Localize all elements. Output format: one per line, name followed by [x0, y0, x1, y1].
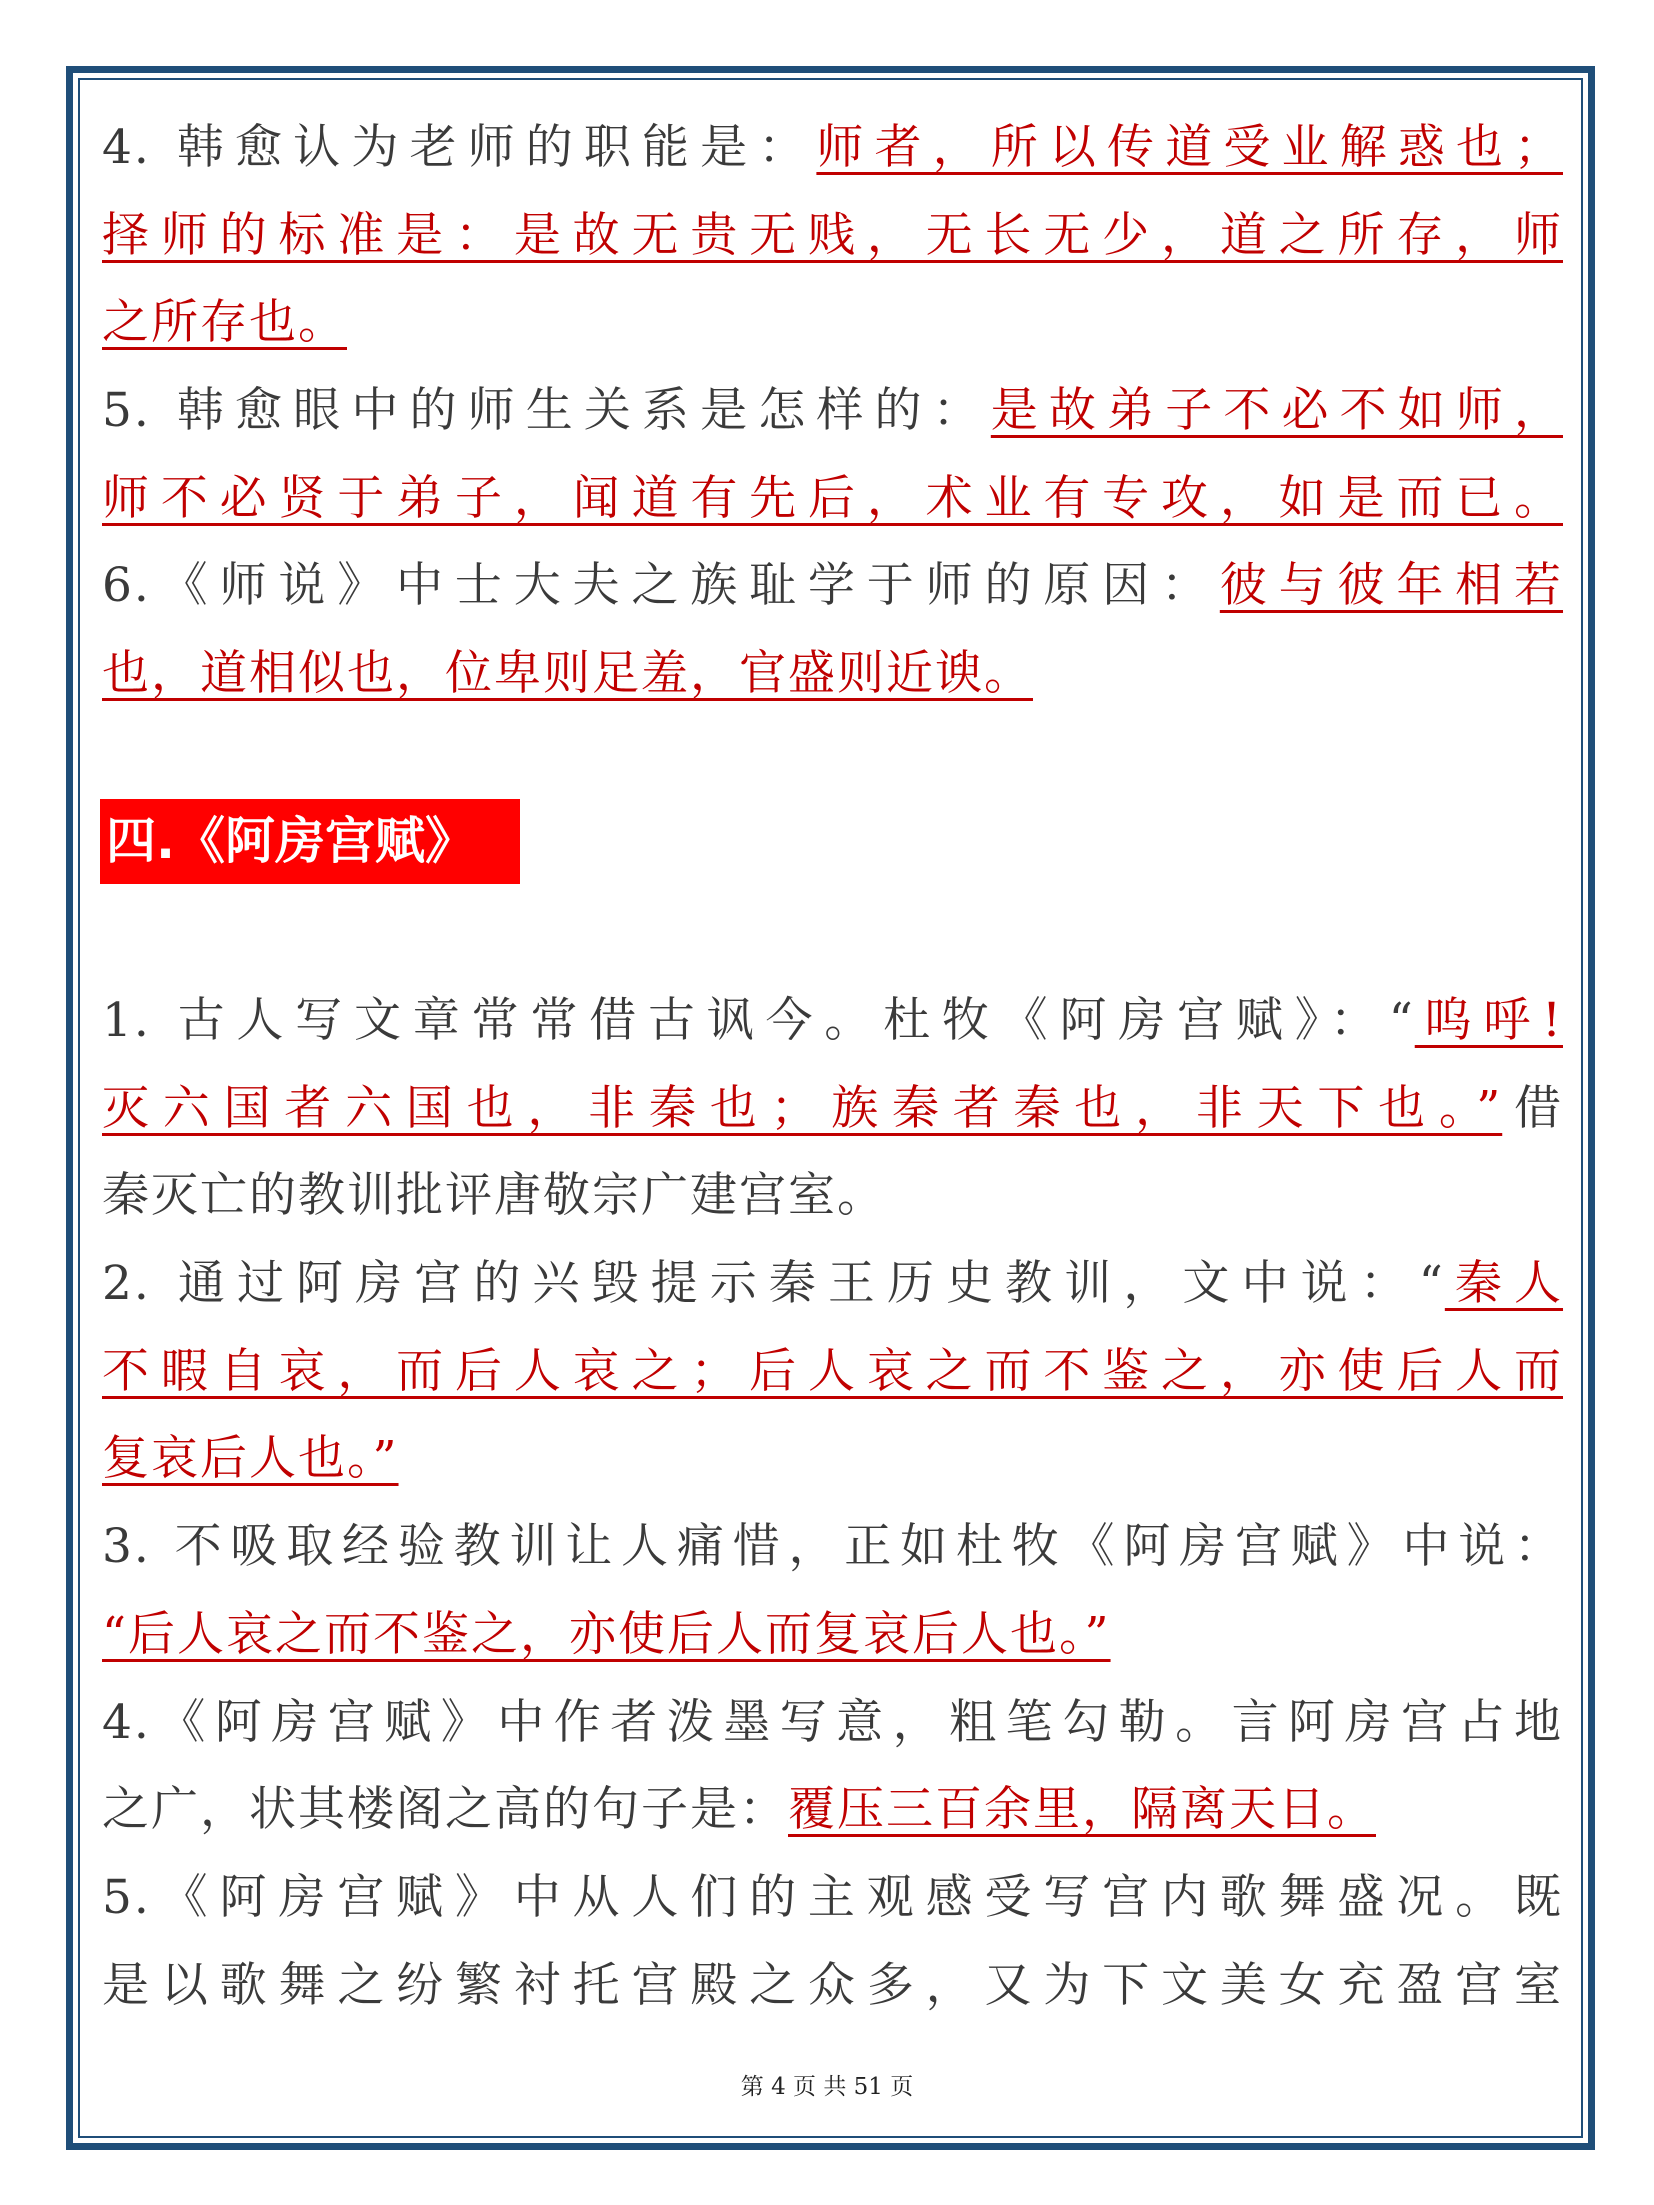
text-line — [102, 367, 1563, 455]
question-text: 5. 韩愈眼中的师生关系是怎样的： — [102, 383, 991, 439]
text-line — [102, 977, 1563, 1065]
text-line — [102, 1854, 1563, 1942]
text-line — [102, 1591, 1563, 1679]
page-number: 第 4 页 共 51 页 — [740, 2074, 914, 2100]
answer-text: 之所存也。 — [102, 295, 347, 351]
shishuo-questions — [102, 104, 1563, 718]
answer-text: 秦人 — [1444, 1256, 1564, 1312]
text-line — [102, 104, 1563, 192]
section-heading-afanggongfu: 四.《阿房宫赋》 — [100, 799, 520, 884]
answer-text: 复哀后人也。” — [102, 1431, 399, 1487]
question-text: 3. 不吸取经验教训让人痛惜，正如杜牧《阿房宫赋》中说： — [102, 1519, 1563, 1575]
answer-text: 覆压三百余里，隔离天日。 — [788, 1782, 1376, 1838]
answer-text: 师不必贤于弟子，闻道有先后，术业有专攻，如是而已。 — [102, 470, 1563, 526]
text-line — [102, 630, 1563, 718]
question-text: 5.《阿房宫赋》中从人们的主观感受写宫内歌舞盛况。既 — [102, 1869, 1563, 1925]
answer-text: 师者，所以传道受业解惑也； — [816, 120, 1563, 175]
text-line — [102, 1152, 1563, 1240]
answer-text: 不暇自哀，而后人哀之；后人哀之而不鉴之，亦使后人而 — [102, 1343, 1563, 1399]
text-line — [102, 1415, 1563, 1503]
question-text: 4.《阿房宫赋》中作者泼墨写意，粗笔勾勒。言阿房宫占地 — [102, 1694, 1563, 1750]
text-line — [102, 1328, 1563, 1416]
question-text: 秦灭亡的教训批评唐敬宗广建宫室。 — [102, 1168, 886, 1224]
text-line — [102, 192, 1563, 280]
text-line — [102, 1942, 1563, 2030]
answer-text: 是故弟子不必不如师， — [990, 383, 1563, 439]
text-line — [102, 279, 1563, 367]
answer-text: 也，道相似也，位卑则足羞，官盛则近谀。 — [102, 646, 1033, 702]
question-text: 4. 韩愈认为老师的职能是： — [102, 120, 817, 175]
question-text: 是以歌舞之纷繁衬托宫殿之众多，又为下文美女充盈宫室 — [102, 1957, 1563, 2013]
text-line — [102, 1065, 1563, 1153]
answer-text: 灭六国者六国也，非秦也；族秦者秦也，非天下也。” — [102, 1080, 1503, 1136]
text-line — [102, 542, 1563, 630]
question-text: 借 — [1502, 1080, 1564, 1136]
answer-text: 择师的标准是：是故无贵无贱，无长无少，道之所存，师 — [102, 207, 1563, 263]
text-line — [102, 1679, 1563, 1767]
question-text: 1. 古人写文章常常借古讽今。杜牧《阿房宫赋》：“ — [102, 993, 1415, 1048]
question-text: 之广，状其楼阁之高的句子是： — [102, 1782, 788, 1838]
answer-text: 彼与彼年相若 — [1219, 558, 1564, 614]
question-text: 6.《师说》中士大夫之族耻学于师的原因： — [102, 558, 1220, 614]
text-line — [102, 1503, 1563, 1591]
text-line — [102, 455, 1563, 543]
text-line — [102, 1240, 1563, 1328]
question-text: 2. 通过阿房宫的兴毁提示秦王历史教训，文中说：“ — [102, 1256, 1445, 1312]
text-line — [102, 1766, 1563, 1854]
answer-text: 呜呼! — [1414, 993, 1563, 1048]
afanggongfu-questions — [102, 977, 1563, 2029]
answer-text: “后人哀之而不鉴之，亦使后人而复哀后人也。” — [102, 1606, 1111, 1662]
